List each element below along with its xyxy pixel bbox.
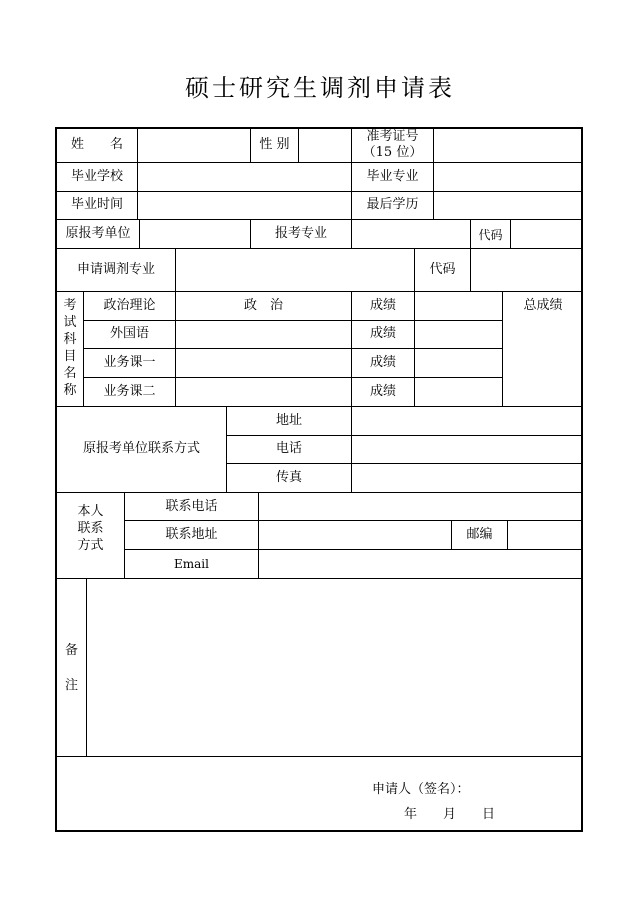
row-divider: [55, 291, 583, 292]
score-2-field[interactable]: [415, 321, 502, 348]
label-postcode: 邮编: [466, 527, 493, 542]
label-email: Email: [174, 557, 209, 571]
score-4-field[interactable]: [415, 378, 502, 406]
label-exam-no: 准考证号: [366, 129, 419, 144]
label-total-score: 总成绩: [523, 298, 563, 313]
label-self-contact-2: 联系: [77, 521, 104, 536]
label-fax: 传真: [275, 470, 302, 485]
label-final-degree: 最后学历: [366, 197, 419, 212]
label-gender: 性 别: [259, 137, 290, 152]
label-self-contact-1: 本人: [77, 504, 104, 519]
orig-fax-field[interactable]: [352, 464, 581, 492]
remarks-field[interactable]: [87, 579, 581, 756]
adjust-major-field[interactable]: [176, 249, 414, 291]
label-code-1: 代码: [478, 228, 503, 242]
gender-field[interactable]: [299, 129, 351, 162]
applicant-signature-label: 申请人（签名）：: [372, 782, 470, 797]
grad-major-field[interactable]: [434, 163, 581, 191]
label-remarks-1: 备: [64, 643, 78, 658]
contact-phone-field[interactable]: [259, 493, 581, 520]
form-title: 硕士研究生调剂申请表: [185, 74, 455, 102]
label-politics: 政治理论: [103, 298, 156, 313]
row-divider: [55, 756, 583, 757]
exam-no-field[interactable]: [434, 129, 581, 162]
postcode-field[interactable]: [508, 521, 581, 549]
name-field[interactable]: [138, 129, 250, 162]
label-score-2: 成绩: [369, 326, 396, 341]
label-orig-major: 报考专业: [274, 226, 327, 241]
code-2-field[interactable]: [471, 249, 581, 291]
label-exam-subjects: 考试科目名称: [63, 298, 77, 398]
grad-school-field[interactable]: [138, 163, 351, 191]
label-adjust-major: 申请调剂专业: [76, 262, 155, 277]
label-orig-unit: 原报考单位: [65, 226, 131, 241]
label-grad-time: 毕业时间: [70, 197, 123, 212]
signature-field[interactable]: [472, 776, 572, 800]
final-degree-field[interactable]: [434, 192, 581, 219]
label-score-1: 成绩: [369, 298, 396, 313]
politics-value: 政 治: [243, 298, 283, 313]
label-contact-address: 联系地址: [165, 527, 218, 542]
label-course-2: 业务课二: [103, 384, 156, 399]
orig-unit-field[interactable]: [140, 220, 250, 248]
contact-address-field[interactable]: [259, 521, 451, 549]
score-3-field[interactable]: [415, 349, 502, 377]
label-exam-no-note: （15 位）: [362, 145, 423, 160]
total-score-field[interactable]: [503, 321, 581, 406]
label-foreign: 外国语: [109, 326, 149, 341]
label-score-3: 成绩: [369, 355, 396, 370]
label-remarks-2: 注: [64, 678, 78, 693]
label-code-2: 代码: [429, 262, 456, 277]
row-divider: [55, 219, 583, 220]
grad-time-field[interactable]: [138, 192, 351, 219]
label-grad-school: 毕业学校: [70, 169, 123, 184]
label-orig-contact: 原报考单位联系方式: [82, 441, 200, 456]
code-1-field[interactable]: [511, 220, 581, 248]
orig-major-field[interactable]: [352, 220, 470, 248]
label-course-1: 业务课一: [103, 355, 156, 370]
label-grad-major: 毕业专业: [366, 169, 419, 184]
label-self-contact-3: 方式: [77, 538, 104, 553]
orig-phone-field[interactable]: [352, 436, 581, 463]
label-name: 姓 名: [70, 137, 123, 152]
label-score-4: 成绩: [369, 384, 396, 399]
email-field[interactable]: [259, 550, 581, 578]
label-address: 地址: [275, 413, 302, 428]
label-phone: 电话: [275, 441, 302, 456]
score-1-field[interactable]: [415, 292, 502, 320]
orig-address-field[interactable]: [352, 407, 581, 435]
label-contact-phone: 联系电话: [165, 499, 218, 514]
date-label: 年 月 日: [404, 807, 496, 822]
